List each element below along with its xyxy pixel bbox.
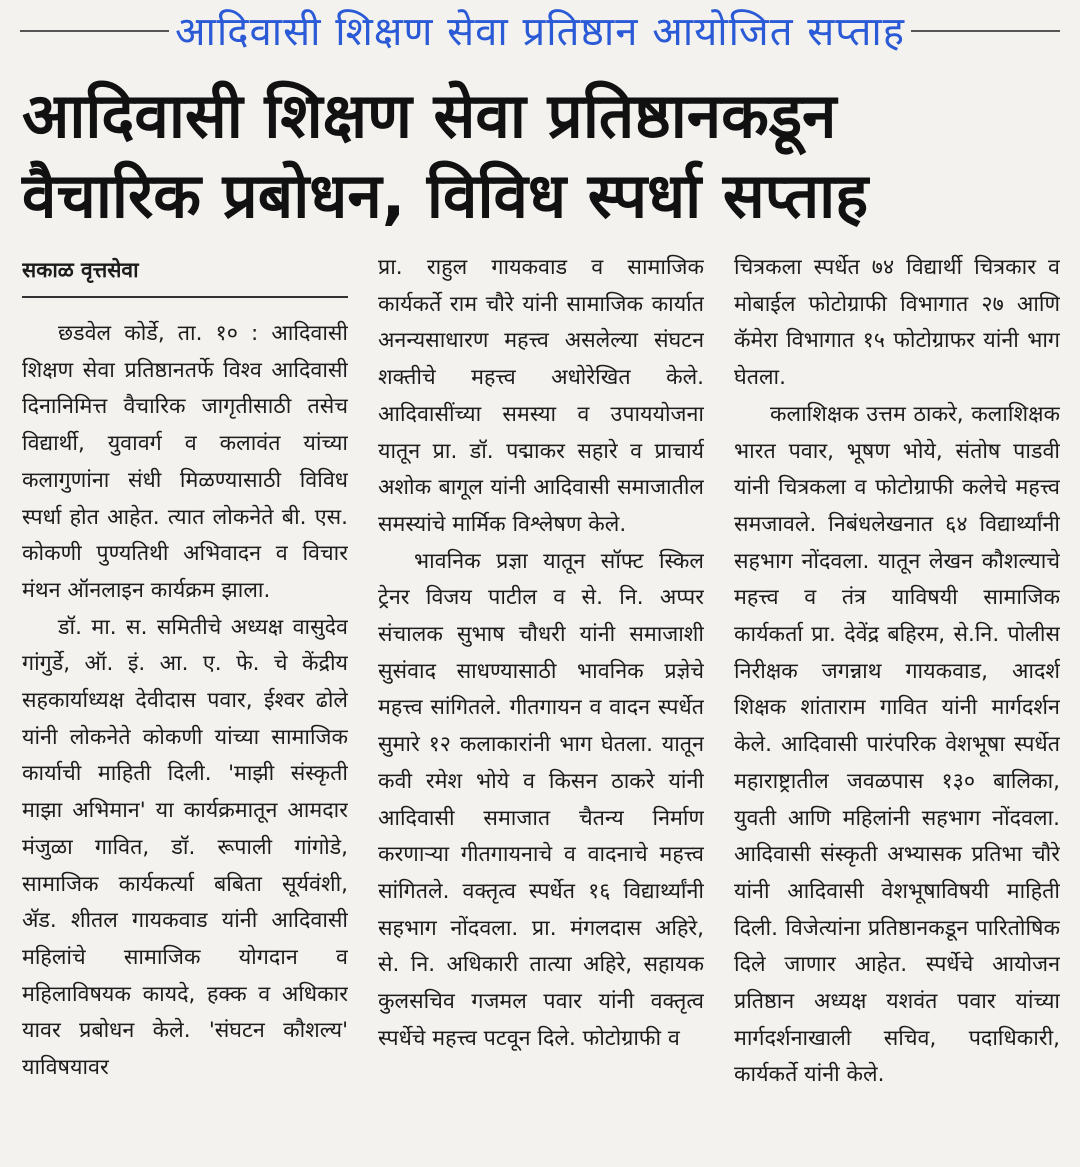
column-3 (734, 250, 1060, 1160)
paragraph: भावनिक प्रज्ञा यातून सॉफ्ट स्किल ट्रेनर विजय पाटील व से. नि. अप्पर संचालक सुभाष चौधरी यांनी समाजाशी सुसंवाद साधण्यासाठी भावनिक प्रज्ञेचे महत्त्व सांगितले. गीतगायन व वादन स्पर्धेत सुमारे १२ कलाकारांनी भाग घेतला. यातून कवी रमेश भोये व किसन ठाकरे यांनी आदिवासी समाजात चैतन्य निर्माण करणाऱ्या गीतगायनाचे व वादनाचे महत्त्व सांगितले. वक्तृत्व स्पर्धेत १६ विद्यार्थ्यांनी सहभाग नोंदवला. प्रा. मंगलदास अहिरे, से. नि. अधिकारी तात्या अहिरे, सहायक कुलसचिव गजमल पवार यांनी वक्तृत्व स्पर्धेचे महत्त्व पटवून दिले. फोटोग्राफी व (378, 548, 704, 1051)
paragraph: छडवेल कोर्डे, ता. १० : आदिवासी शिक्षण सेवा प्रतिष्ठानतर्फे विश्व आदिवासी दिनानिमित्त वैचारिक जागृतीसाठी तसेच विद्यार्थी, युवावर्ग व कलावंत यांच्या कलागुणांना संधी मिळण्यासाठी विविध स्पर्धा होत आहेत. त्यात लोकनेते बी. एस. कोकणी पुण्यतिथी अभिवादन व विचार मंथन ऑनलाइन कार्यक्रम झाला. (22, 321, 348, 603)
article-body (22, 250, 1060, 1160)
headline (22, 76, 1062, 236)
column-2 (378, 250, 704, 1160)
banner-caption: आदिवासी शिक्षण सेवा प्रतिष्ठान आयोजित सप्ताह (0, 4, 1080, 60)
paragraph: चित्रकला स्पर्धेत ७४ विद्यार्थी चित्रकार व मोबाईल फोटोग्राफी विभागात २७ आणि कॅमेरा विभागात १५ फोटोग्राफर यांनी भाग घेतला. (734, 255, 1060, 391)
headline-line-2: वैचारिक प्रबोधन, विविध स्पर्धा सप्ताह (22, 159, 869, 232)
column-1 (22, 250, 348, 1160)
headline-line-1: आदिवासी शिक्षण सेवा प्रतिष्ठानकडून (22, 79, 837, 152)
paragraph: प्रा. राहुल गायकवाड व सामाजिक कार्यकर्ते राम चौरे यांनी सामाजिक कार्यात अनन्यसाधारण महत्त्व असलेल्या संघटन शक्तीचे महत्त्व अधोरेखित केले. आदिवासींच्या समस्या व उपाययोजना यातून प्रा. डॉ. पद्माकर सहारे व प्राचार्य अशोक बागूल यांनी आदिवासी समाजातील समस्यांचे मार्मिक विश्लेषण केले. (378, 255, 704, 537)
byline: सकाळ वृत्तसेवा (22, 250, 348, 298)
paragraph: कलाशिक्षक उत्तम ठाकरे, कलाशिक्षक भारत पवार, भूषण भोये, संतोष पाडवी यांनी चित्रकला व फोटोग्राफी कलेचे महत्त्व समजावले. निबंधलेखनात ६४ विद्यार्थ्यांनी सहभाग नोंदवला. यातून लेखन कौशल्याचे महत्त्व व तंत्र याविषयी सामाजिक कार्यकर्ता प्रा. देवेंद्र बहिरम, से.नि. पोलीस निरीक्षक जगन्नाथ गायकवाड, आदर्श शिक्षक शांताराम गावित यांनी मार्गदर्शन केले. आदिवासी पारंपरिक वेशभूषा स्पर्धेत महाराष्ट्रातील जवळपास १३० बालिका, युवती आणि महिलांनी सहभाग नोंदवला. आदिवासी संस्कृती अभ्यासक प्रतिभा चौरे यांनी आदिवासी वेशभूषाविषयी माहिती दिली. विजेत्यांना प्रतिष्ठानकडून पारितोषिक दिले जाणार आहेत. स्पर्धेचे आयोजन प्रतिष्ठान अध्यक्ष यशवंत पवार यांच्या मार्गदर्शनाखाली सचिव, पदाधिकारी, कार्यकर्ते यांनी केले. (734, 401, 1060, 1088)
paragraph: डॉ. मा. स. समितीचे अध्यक्ष वासुदेव गांगुर्डे, ऑ. इं. आ. ए. फे. चे केंद्रीय सहकार्याध्यक्ष देवीदास पवार, ईश्वर ढोले यांनी लोकनेते कोकणी यांच्या सामाजिक कार्याची माहिती दिली. 'माझी संस्कृती माझा अभिमान' या कार्यक्रमातून आमदार मंजुळा गावित, डॉ. रूपाली गांगोडे, सामाजिक कार्यकर्त्या बबिता सूर्यवंशी, ॲड. शीतल गायकवाड यांनी आदिवासी महिलांचे सामाजिक योगदान व महिलाविषयक कायदे, हक्क व अधिकार यावर प्रबोधन केले. 'संघटन कौशल्य' याविषयावर (22, 614, 348, 1081)
